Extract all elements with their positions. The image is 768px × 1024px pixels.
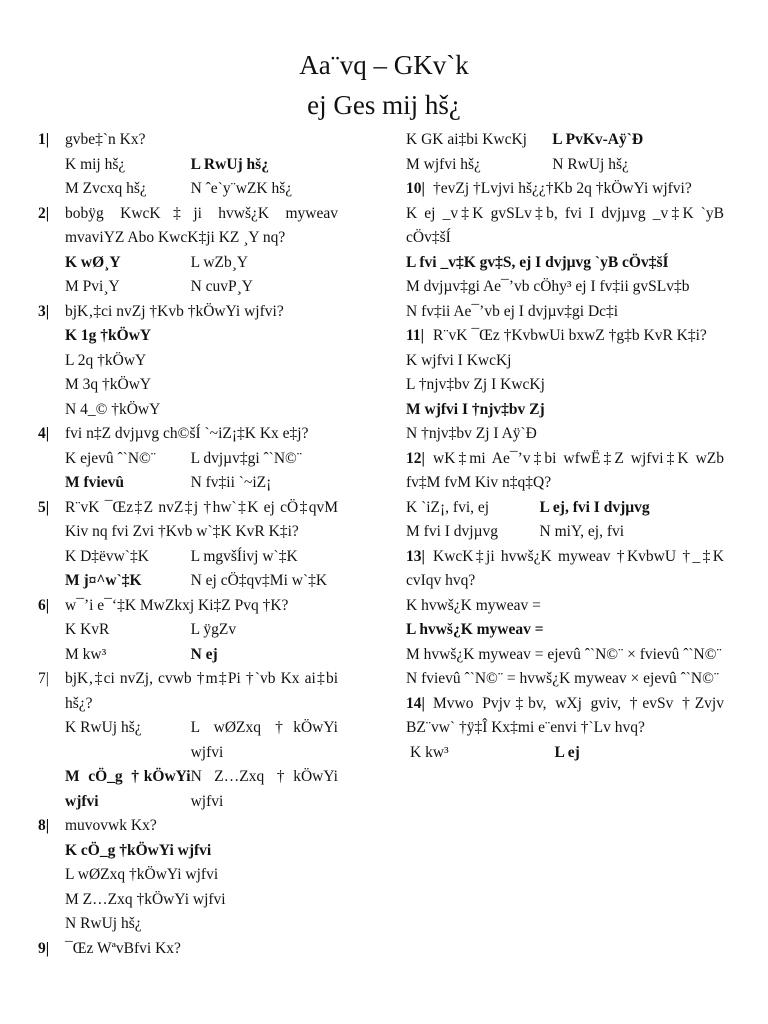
question-number: 3|: [38, 302, 50, 320]
option-a: K mij hš¿: [65, 155, 126, 173]
question-number: 8|: [38, 817, 50, 834]
question-8: [38, 814, 338, 937]
question-3: [38, 300, 338, 423]
question-text: KwcK‡ji hvwš¿K myweav †KvbwU †_‡K cvIqv hvq?: [406, 547, 724, 589]
option-d: N ˆe`y¨wZK hš¿: [190, 180, 293, 197]
page-subtitle: ej Ges mij hš¿: [307, 90, 461, 120]
option-a: K ej _v‡K gvSLv‡b, fvi I dvjµvg _v‡K `yB cÖv‡šÍ: [406, 204, 724, 246]
option-a-correct: K 1g †kÖwY: [65, 327, 152, 344]
question-1: [38, 128, 338, 202]
question-12: [406, 447, 724, 545]
option-c: M 3q †kÖwY: [65, 376, 152, 393]
question-7: [38, 667, 338, 814]
option-d: N 4_© †kÖwY: [65, 400, 161, 418]
question-text: gvbe‡`n Kx?: [65, 131, 146, 148]
question-text: bjK‚‡ci nvZj, cvwb †m‡Pi †`vb Kx ai‡bi hš¿?: [65, 670, 338, 712]
option-c-correct: M j¤^w`‡K: [65, 572, 142, 589]
question-text: R¨vK ¯Œz‡Z nvZ‡j †hw`‡K ej cÖ‡qvM Kiv nq fvi Zvi †Kvb w`‡K KvR K‡i?: [65, 498, 338, 540]
option-c: M Z…Zxq †kÖwYi wjfvi: [65, 890, 226, 908]
option-d: N †njv‡bv Zj I Aÿ`Ð: [406, 425, 537, 442]
option-c: M dvjµv‡gi Ae¯’vb cÖhy³ ej I fv‡ii gvSLv‡b: [406, 278, 690, 295]
option-b-correct: L ej, fvi I dvjµvg: [539, 498, 650, 516]
option-a-correct: K wØ¸Y: [65, 253, 121, 271]
question-number: 9|: [38, 939, 50, 957]
option-b: L wZb¸Y: [190, 253, 249, 271]
question-number: 4|: [38, 425, 50, 442]
option-c-correct: M fvievû: [65, 474, 124, 491]
option-b: L mgvšÍivj w`‡K: [190, 547, 298, 565]
question-text: ¯Œz WªvBfvi Kx?: [65, 939, 181, 957]
question-4: [38, 422, 338, 496]
right-column: [406, 128, 724, 765]
option-d: N ej cÖ‡qv‡Mi w`‡K: [190, 572, 328, 589]
option-d: N RwUj hš¿: [65, 915, 142, 932]
question-text: R¨vK ¯Œz †KvbwUi bxwZ †g‡b KvR K‡i?: [433, 327, 707, 344]
question-number: 1|: [38, 131, 50, 148]
question-6: [38, 594, 338, 668]
page-title: Aa¨vq – GKv`k: [299, 50, 469, 80]
option-d: N miY, ej, fvi: [539, 523, 625, 540]
option-c-correct: M wjfvi I †njv‡bv Zj: [406, 400, 545, 418]
question-number: 13|: [406, 547, 425, 565]
option-c: M fvi I dvjµvg: [406, 523, 499, 540]
question-number: 5|: [38, 498, 50, 516]
option-b: L ÿgZv: [190, 621, 237, 638]
option-a: K kw³: [410, 743, 449, 761]
question-number: 2|: [38, 204, 50, 222]
option-a: K ejevû ˆ`N©¨: [65, 449, 156, 467]
option-a-correct: K cÖ_g †kÖwYi wjfvi: [65, 841, 212, 859]
option-b: L 2q †kÖwY: [65, 351, 147, 369]
question-number: 6|: [38, 596, 50, 614]
option-b-correct: L fvi _v‡K gv‡S, ej I dvjµvg `yB cÖv‡šÍ: [406, 253, 669, 271]
left-column: [38, 128, 338, 961]
option-b: L †njv‡bv Zj I KwcKj: [406, 376, 545, 393]
option-d: N cuvP¸Y: [190, 278, 254, 295]
option-d: N Z…Zxq †kÖwYi wjfvi: [190, 768, 338, 810]
option-c: M Pvi¸Y: [65, 278, 120, 295]
option-a: K `iZ¡, fvi, ej: [406, 498, 490, 516]
option-a: K RwUj hš¿: [65, 719, 142, 736]
option-c: M kw³: [65, 645, 107, 663]
question-13: [406, 545, 724, 692]
question-number: 12|: [406, 449, 425, 467]
question-text: wK‡mi Ae¯’v‡bi wfwË‡Z wjfvi‡K wZb fv‡M fvM Kiv n‡q‡Q?: [406, 449, 724, 491]
question-9-options: [406, 128, 724, 177]
question-text: bjK‚‡ci nvZj †Kvb †kÖwYi wjfvi?: [65, 302, 284, 320]
option-c: M wjfvi hš¿: [406, 155, 481, 173]
question-9: [38, 937, 338, 962]
question-number: 11|: [406, 327, 425, 344]
option-c-correct: M cÖ_g †kÖwYi wjfvi: [65, 768, 191, 810]
option-a: K GK ai‡bi KwcKj: [406, 131, 527, 148]
option-b: L wØZxq †kÖwYi wjfvi: [190, 719, 338, 761]
option-c: M Zvcxq hš¿: [65, 180, 147, 197]
question-text: fvi n‡Z dvjµvg ch©šÍ `~iZ¡‡K Kx e‡j?: [65, 425, 309, 442]
option-b-correct: L ej: [554, 743, 580, 761]
option-d: N RwUj hš¿: [552, 155, 629, 173]
option-c: M hvwš¿K myweav = ejevû ˆ`N©¨ × fvievû ˆ`N©¨: [406, 645, 722, 663]
question-5: [38, 496, 338, 594]
question-text: w¯’i e¯‘‡K MwZkxj Ki‡Z Pvq †K?: [65, 596, 289, 614]
option-d: N fv‡ii Ae¯’vb ej I dvjµv‡gi Dc‡i: [406, 302, 619, 320]
option-d: N fvievû ˆ`N©¨ = hvwš¿K myweav × ejevû ˆ`N©¨: [406, 670, 720, 687]
option-b-correct: L hvwš¿K myweav =: [406, 621, 544, 638]
question-14: [406, 692, 724, 766]
question-number: 7|: [38, 670, 49, 687]
question-text: muvovwk Kx?: [65, 817, 157, 834]
option-a: K KvR: [65, 621, 110, 638]
option-a: K D‡ëvw`‡K: [65, 547, 149, 565]
option-d: N fv‡ii `~iZ¡: [190, 474, 272, 491]
question-number: 10|: [406, 180, 425, 197]
question-text: †evZj †Lvjvi hš¿¿†Kb 2q †kÖwYi wjfvi?: [433, 180, 692, 197]
option-b: L wØZxq †kÖwYi wjfvi: [65, 866, 219, 883]
question-text: Mvwo Pvjv‡bv, wXj gviv, †evSv †Zvjv BZ¨vw` †ÿ‡Î Kx‡mi e¨envi †`Lv hvq?: [406, 694, 724, 736]
option-b-correct: L RwUj hš¿: [190, 155, 269, 173]
option-a: K hvwš¿K myweav =: [406, 596, 541, 614]
option-d-correct: N ej: [190, 645, 218, 663]
option-a: K wjfvi I KwcKj: [406, 351, 512, 369]
question-text: bobÿg KwcK‡ji hvwš¿K myweav mvaviYZ Abo KwcK‡ji KZ ¸Y nq?: [65, 204, 338, 246]
question-2: [38, 202, 338, 300]
option-b: L dvjµv‡gi ˆ`N©¨: [190, 449, 302, 467]
question-number: 14|: [406, 694, 425, 712]
question-11: [406, 324, 724, 447]
option-b-correct: L PvKv-Aÿ`Ð: [552, 131, 644, 148]
question-10: [406, 177, 724, 324]
